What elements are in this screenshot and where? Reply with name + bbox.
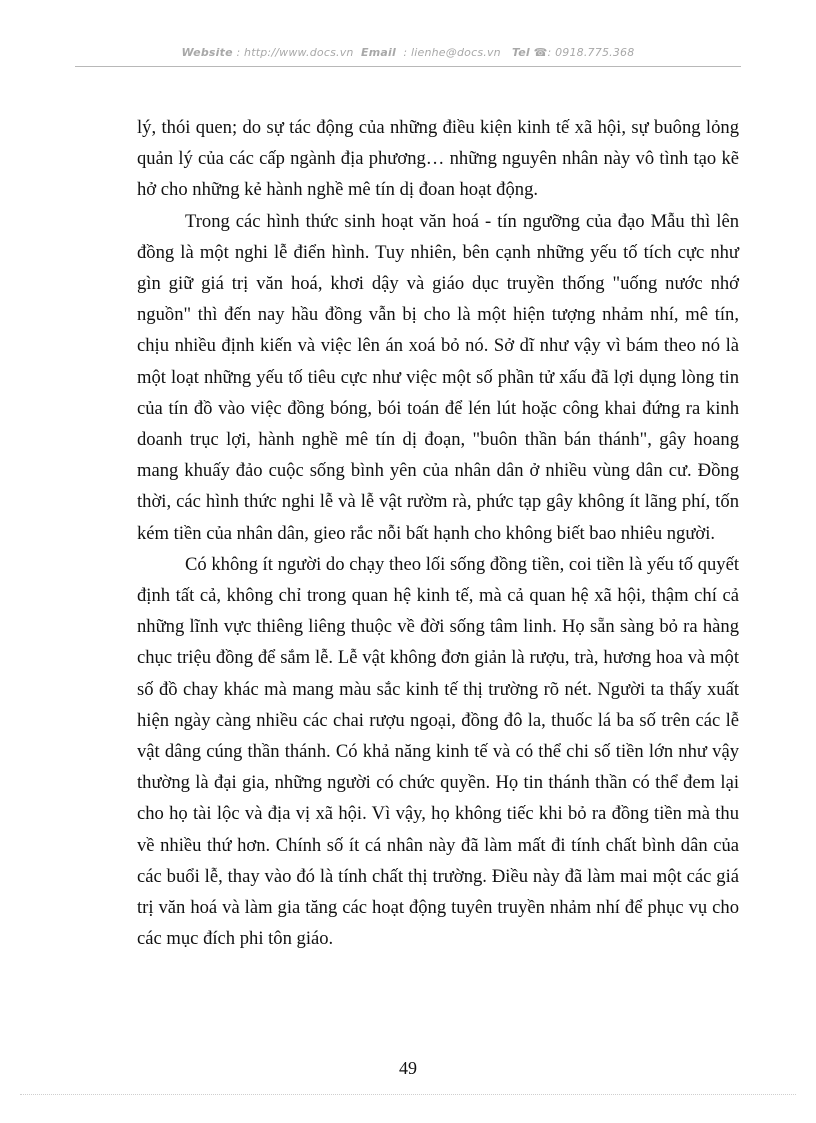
page-number: 49 [399,1058,417,1078]
tel-label: Tel [511,46,530,59]
email-address[interactable]: : lienhe@docs.vn [403,46,501,59]
email-label: Email [361,46,396,59]
website-label: Website [181,46,233,59]
tel-number: : 0918.775.368 [547,46,635,59]
document-body [137,112,739,954]
paragraph-continued: lý, thói quen; do sự tác động của những điều kiện kinh tế xã hội, sự buông lỏng quản lý của các cấp ngành địa phương… những nguyên nhân này vô tình tạo kẽ hở cho những kẻ hành nghề mê tín dị đoan hoạt động. [137,117,739,201]
header-divider [75,66,741,67]
page-header [0,46,816,59]
website-url[interactable]: : http://www.docs.vn [236,46,354,59]
paragraph-len-dong: Trong các hình thức sinh hoạt văn hoá - tín ngưỡng của đạo Mẫu thì lên đồng là một nghi lễ điển hình. Tuy nhiên, bên cạnh những yếu tố tích cực như gìn giữ giá trị văn hoá, khơi dậy và giáo dục truyền thống "uống nước nhớ nguồn" thì đến nay hầu đồng vẫn bị cho là một hiện tượng nhảm nhí, mê tín, chịu nhiều định kiến và việc lên án xoá bỏ nó. Sở dĩ như vậy vì bám theo nó là một loạt những yếu tố tiêu cực như việc một số phần tử xấu đã lợi dụng lòng tin của tín đồ vào việc đồng bóng, bói toán để lén lút hoặc công khai đứng ra kinh doanh trục lợi, hành nghề mê tín dị đoạn, "buôn thần bán thánh", gây hoang mang khuấy đảo cuộc sống bình yên của nhân dân ở nhiều vùng dân cư. Đồng thời, các hình thức nghi lễ và lễ vật rườm rà, phức tạp gây không ít lãng phí, tốn kém tiền của nhân dân, gieo rắc nỗi bất hạnh cho không biết bao nhiêu người. [137,210,739,544]
telephone-icon: ☎ [533,46,548,59]
footer-divider [20,1094,796,1095]
paragraph-dong-tien: Có không ít người do chạy theo lối sống đồng tiền, coi tiền là yếu tố quyết định tất cả, không chỉ trong quan hệ kinh tế, mà cả quan hệ xã hội, thậm chí cả những lĩnh vực thiêng liêng thuộc về đời sống tâm linh. Họ sẵn sàng bỏ ra hàng chục triệu đồng để sắm lễ. Lễ vật không đơn giản là rượu, trà, hương hoa và một số đồ chay khác mà mang màu sắc kinh tế thị trường rõ nét. Người ta thấy xuất hiện ngày càng nhiều các chai rượu ngoại, đồng đô la, thuốc lá ba số trên các lễ vật dâng cúng thần thánh. Có khả năng kinh tế và có thể chi số tiền lớn như vậy thường là đại gia, những người có chức quyền. Họ tin thánh thần có thể đem lại cho họ tài lộc và địa vị xã hội. Vì vậy, họ không tiếc khi bỏ ra đồng tiền mà thu về nhiều thứ hơn. Chính số ít cá nhân này đã làm mất đi tính chất bình dân của các buổi lễ, thay vào đó là tính chất thị trường. Điều này đã làm mai một các giá trị văn hoá và làm gia tăng các hoạt động tuyên truyền nhảm nhí để phục vụ cho các mục đích phi tôn giáo. [137,553,739,950]
